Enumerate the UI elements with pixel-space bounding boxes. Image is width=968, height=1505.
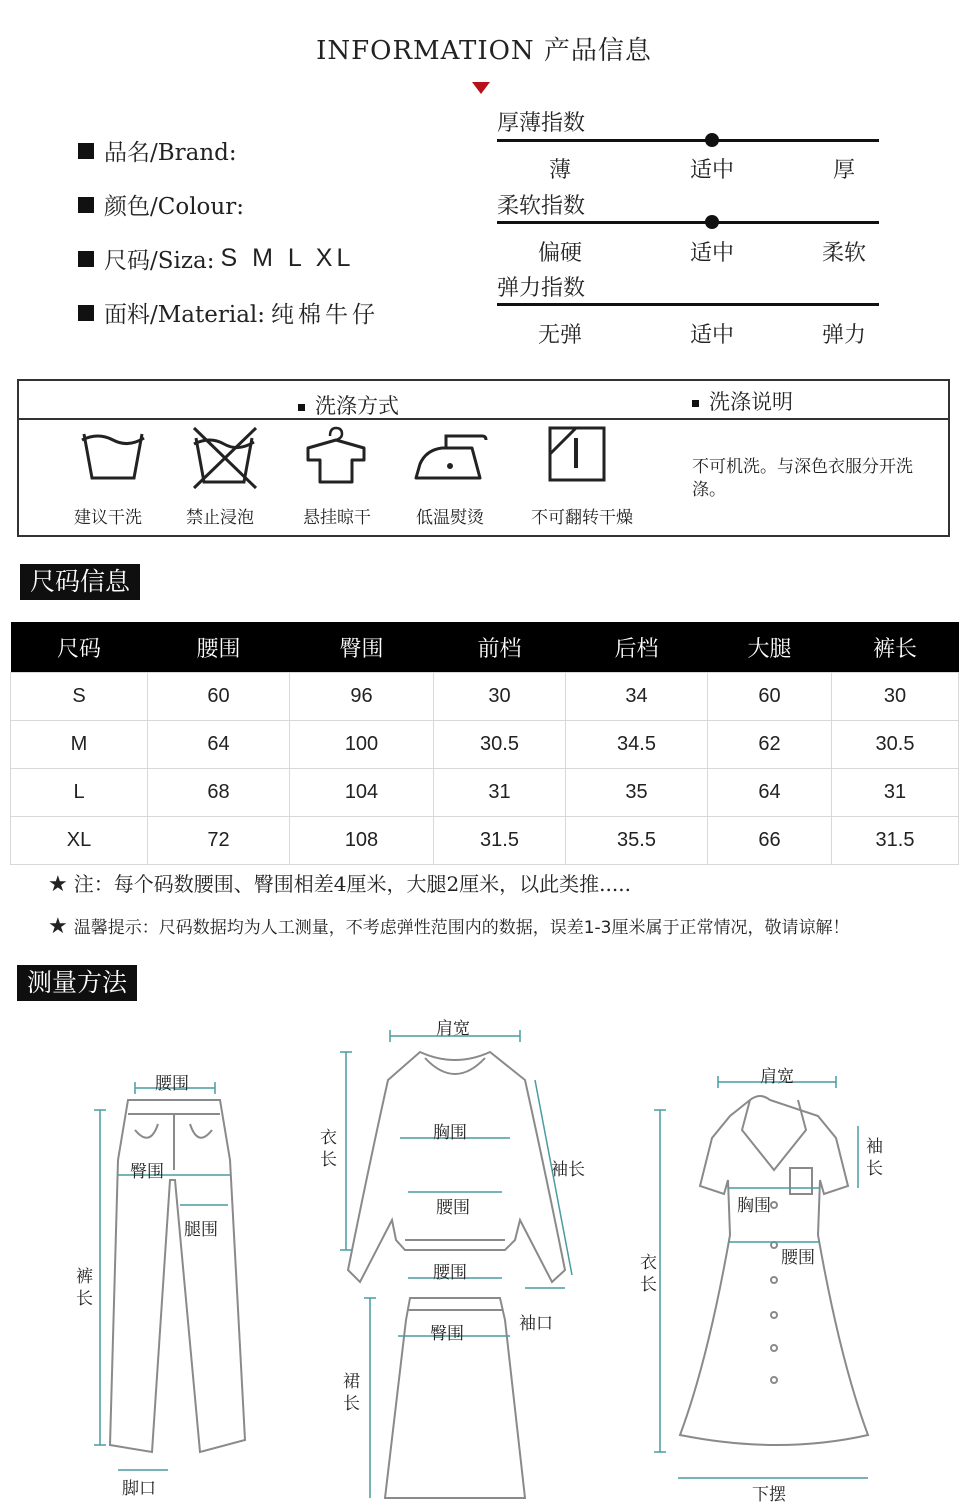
size-tip-text: 温馨提示：尺码数据均为人工测量，不考虑弹性范围内的数据，误差1-3厘米属于正常情况，敬请谅解！ — [73, 918, 850, 938]
colour-row — [78, 188, 250, 221]
table-row — [11, 817, 959, 865]
pants-thigh-label: 腿围 — [184, 1220, 218, 1240]
column-header: 大腿 — [708, 622, 832, 673]
dress-hem-label: 下摆 — [752, 1485, 786, 1505]
column-header: 裤长 — [832, 622, 959, 673]
divider — [17, 418, 950, 420]
size-section-title: 尺码信息 — [20, 564, 140, 600]
table-cell: 30.5 — [434, 721, 566, 769]
table-cell: 64 — [708, 769, 832, 817]
dress-chest-label: 胸围 — [737, 1196, 771, 1216]
bullet-square-icon — [78, 251, 94, 267]
table-row — [11, 769, 959, 817]
wash-note-text: 不可机洗。与深色衣服分开洗涤。 — [692, 457, 913, 500]
table-cell: 60 — [148, 673, 290, 721]
dress-shoulder-label: 肩宽 — [760, 1067, 794, 1087]
material-label: 面料/Material: — [104, 302, 266, 328]
table-row — [11, 673, 959, 721]
softness-option: 柔软 — [821, 241, 866, 266]
star-icon: ★ — [48, 914, 68, 939]
wash-label: 禁止浸泡 — [186, 508, 254, 528]
column-header: 前档 — [434, 622, 566, 673]
table-cell: 35.5 — [566, 817, 708, 865]
brand-row — [78, 134, 243, 167]
bullet-icon — [692, 400, 699, 407]
table-cell: 34.5 — [566, 721, 708, 769]
wash-label: 不可翻转干燥 — [531, 508, 633, 528]
table-cell: 96 — [290, 673, 434, 721]
dress-diagram — [640, 1060, 900, 1490]
colour-label: 颜色/Colour: — [104, 194, 244, 220]
size-row — [78, 242, 354, 275]
thickness-option: 适中 — [689, 158, 734, 183]
table-cell: XL — [11, 817, 148, 865]
brand-label: 品名/Brand: — [104, 140, 237, 166]
thickness-option: 薄 — [548, 158, 571, 183]
column-header: 后档 — [566, 622, 708, 673]
wash-note-title: 洗涤说明 — [709, 390, 793, 414]
size-label: 尺码/Siza: — [104, 248, 215, 274]
size-table — [10, 622, 959, 865]
softness-option: 适中 — [689, 241, 734, 266]
table-cell: 34 — [566, 673, 708, 721]
wash-label: 低温熨烫 — [416, 508, 484, 528]
table-cell: 31 — [832, 769, 959, 817]
pants-length-label: 裤长 — [76, 1267, 93, 1309]
top-cuff-label: 袖口 — [519, 1314, 553, 1334]
top-shoulder-label: 肩宽 — [436, 1019, 470, 1039]
thickness-index-line — [497, 139, 879, 142]
table-cell: 30 — [832, 673, 959, 721]
table-cell: 31.5 — [434, 817, 566, 865]
table-cell: 31 — [434, 769, 566, 817]
bullet-square-icon — [78, 143, 94, 159]
softness-index-marker — [705, 215, 719, 229]
pants-hem-label: 脚口 — [122, 1479, 156, 1499]
measure-section-title: 测量方法 — [17, 965, 137, 1001]
softness-index-title: 柔软指数 — [497, 194, 586, 219]
elasticity-index-title: 弹力指数 — [497, 276, 586, 301]
elasticity-option: 无弹 — [537, 323, 582, 348]
elasticity-index-line — [497, 303, 879, 306]
thickness-index-marker — [705, 133, 719, 147]
elasticity-option: 弹力 — [821, 323, 866, 348]
hang-dry-icon — [302, 426, 372, 486]
bullet-square-icon — [78, 197, 94, 213]
table-cell: 104 — [290, 769, 434, 817]
column-header: 腰围 — [148, 622, 290, 673]
elasticity-option: 适中 — [689, 323, 734, 348]
softness-index-line — [497, 221, 879, 224]
table-cell: 30.5 — [832, 721, 959, 769]
skirt-hip-label: 臀围 — [430, 1324, 464, 1344]
top-waist-label: 腰围 — [436, 1198, 470, 1218]
bullet-square-icon — [78, 305, 94, 321]
wash-method-title: 洗涤方式 — [315, 394, 399, 418]
size-value: S M L XL — [220, 244, 355, 272]
table-cell: 66 — [708, 817, 832, 865]
table-cell: 100 — [290, 721, 434, 769]
skirt-length-label: 裙长 — [343, 1372, 360, 1414]
no-soak-icon — [190, 426, 260, 490]
table-cell: 108 — [290, 817, 434, 865]
pants-hip-label: 臀围 — [130, 1162, 164, 1182]
dress-sleeve-label: 袖长 — [866, 1137, 883, 1179]
no-tumble-dry-icon — [546, 426, 608, 486]
pants-diagram — [80, 1060, 260, 1490]
table-row — [11, 721, 959, 769]
thickness-option: 厚 — [832, 158, 855, 183]
table-cell: 60 — [708, 673, 832, 721]
table-cell: L — [11, 769, 148, 817]
size-note — [48, 868, 631, 897]
size-note-text: 注：每个码数腰围、臀围相差4厘米，大腿2厘米，以此类推..... — [73, 872, 631, 896]
top-sleeve-label: 袖长 — [551, 1160, 585, 1180]
page-title: INFORMATION 产品信息 — [316, 36, 652, 66]
thickness-index-title: 厚薄指数 — [497, 111, 586, 136]
column-header: 臀围 — [290, 622, 434, 673]
table-cell: 30 — [434, 673, 566, 721]
dress-waist-label: 腰围 — [781, 1248, 815, 1268]
bullet-icon — [298, 404, 305, 411]
table-cell: 72 — [148, 817, 290, 865]
table-cell: M — [11, 721, 148, 769]
table-cell: 62 — [708, 721, 832, 769]
wash-label: 建议干洗 — [74, 508, 142, 528]
dress-length-label: 衣长 — [640, 1253, 657, 1295]
table-header-row — [11, 622, 959, 673]
skirt-waist-label: 腰围 — [433, 1263, 467, 1283]
table-cell: 68 — [148, 769, 290, 817]
material-value: 纯棉牛仔 — [271, 302, 380, 328]
softness-option: 偏硬 — [537, 241, 582, 266]
table-cell: 31.5 — [832, 817, 959, 865]
column-header: 尺码 — [11, 622, 148, 673]
size-tip — [48, 913, 850, 939]
material-row — [78, 296, 379, 329]
wash-note-heading — [692, 386, 793, 416]
wash-label: 悬挂晾干 — [303, 508, 371, 528]
table-cell: S — [11, 673, 148, 721]
pants-waist-label: 腰围 — [155, 1074, 189, 1094]
table-cell: 64 — [148, 721, 290, 769]
low-iron-icon — [412, 426, 488, 486]
top-chest-label: 胸围 — [433, 1123, 467, 1143]
wash-method-heading — [298, 390, 399, 420]
down-arrow-icon — [472, 82, 490, 94]
star-icon: ★ — [48, 872, 68, 897]
top-length-label: 衣长 — [320, 1128, 337, 1170]
table-cell: 35 — [566, 769, 708, 817]
dry-clean-tub-icon — [80, 426, 150, 486]
